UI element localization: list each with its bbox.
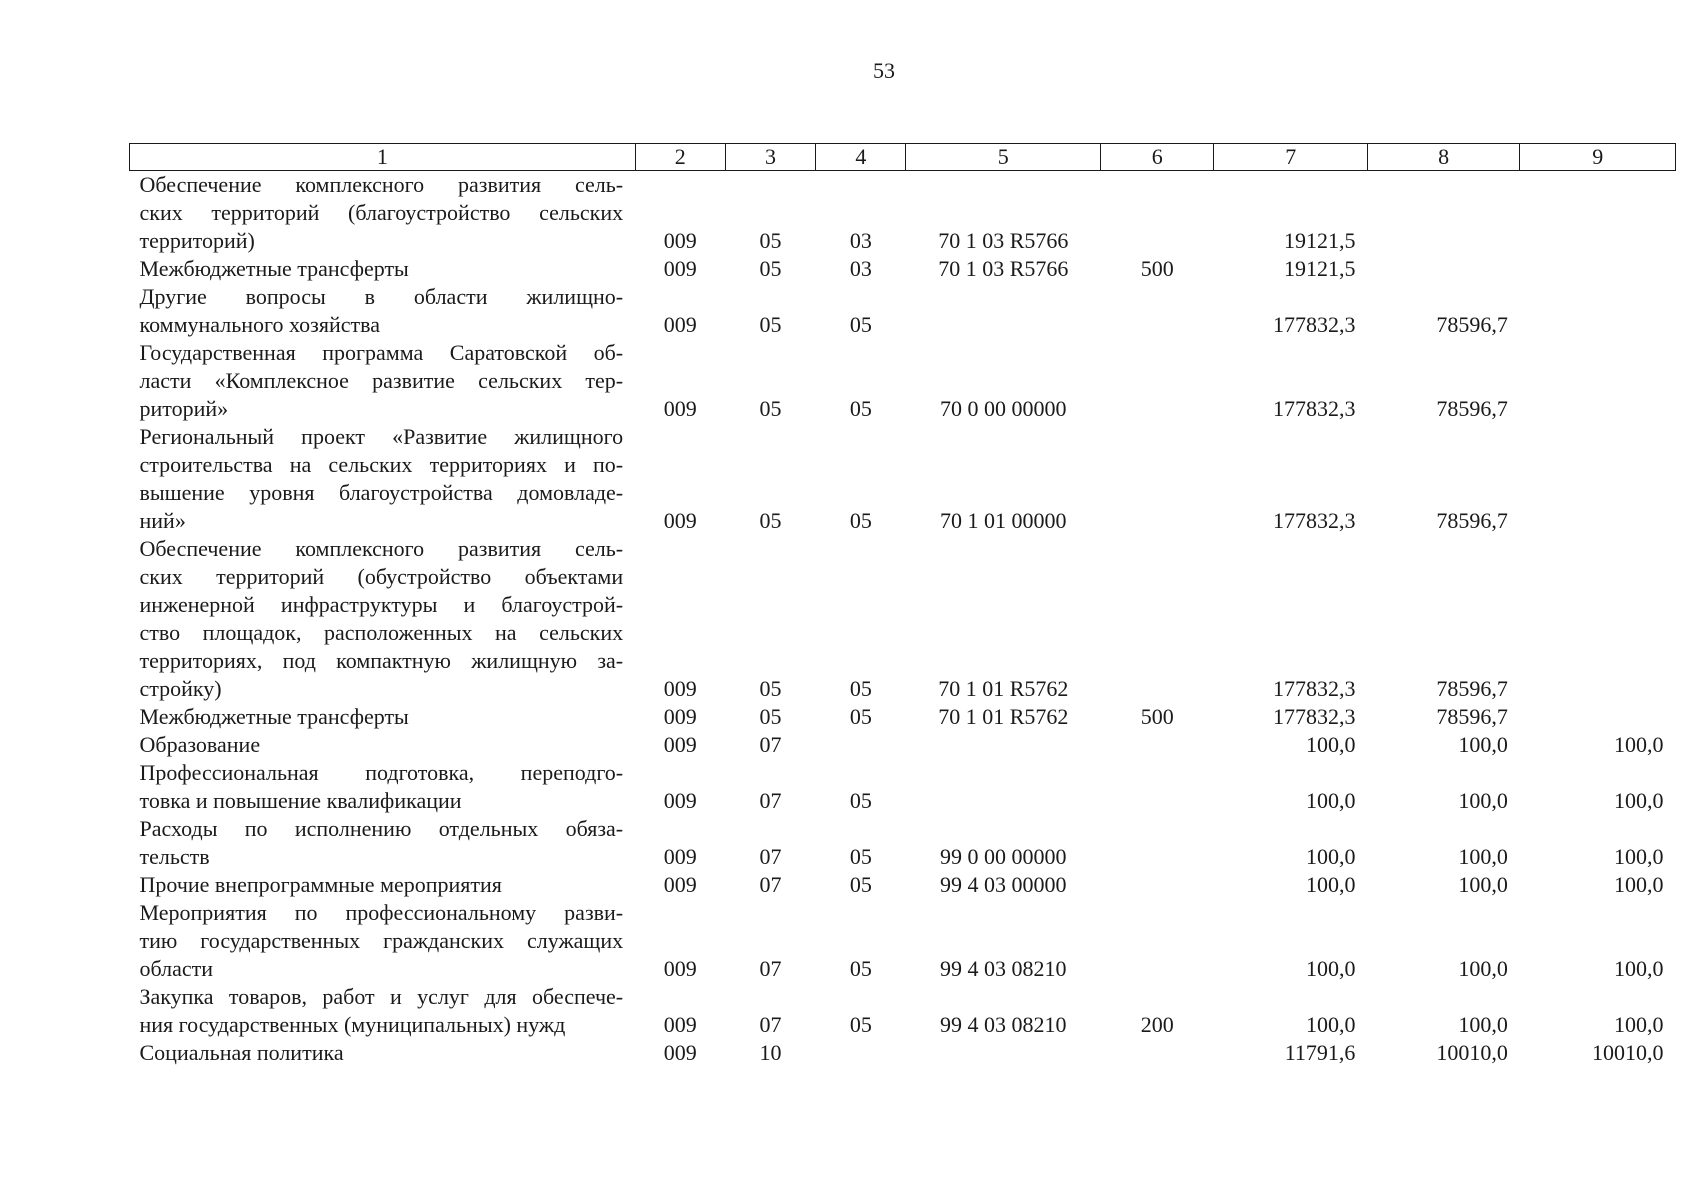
cell-expense-type: [1101, 871, 1214, 899]
cell-amount-col7: 100,0: [1305, 956, 1356, 981]
cell-expense-type: [1101, 899, 1214, 983]
header-row: [130, 144, 1676, 171]
cell-subsection: [816, 731, 906, 759]
cell-item-name: [130, 255, 636, 283]
cell-expense-type: [1101, 815, 1214, 871]
cell-amount-col8: 100,0: [1458, 1012, 1508, 1037]
cell-amount-col8: 100,0: [1458, 844, 1508, 869]
cell-item-name: [130, 815, 636, 871]
cell-amount-col9: [1520, 171, 1676, 256]
cell-subsection: 05: [849, 508, 872, 533]
cell-amount-col9: 10010,0: [1592, 1040, 1664, 1065]
cell-admin-code: 009: [663, 704, 697, 729]
cell-expense-type: 200: [1140, 1012, 1174, 1037]
cell-amount-col9: [1520, 703, 1676, 731]
cell-subsection: 05: [849, 788, 872, 813]
cell-target-article: 70 1 01 00000: [940, 508, 1067, 533]
item-name-line: Мероприятия по профессиональному разви-: [139, 900, 624, 925]
item-name-line: Обеспечение комплексного развития сель-: [139, 536, 624, 561]
cell-item-name: [130, 1039, 636, 1067]
cell-item-name: [130, 171, 636, 256]
cell-amount-col8: 100,0: [1458, 732, 1508, 757]
item-name-line: Другие вопросы в области жилищно-: [139, 284, 624, 309]
item-name-line: Региональный проект «Развитие жилищного: [139, 424, 624, 449]
item-name-line: Государственная программа Саратовской об-: [139, 340, 624, 365]
cell-admin-code: 009: [663, 956, 697, 981]
table-row: [130, 171, 1676, 256]
cell-section: 07: [759, 844, 782, 869]
cell-section: 05: [759, 704, 782, 729]
cell-section: 05: [759, 396, 782, 421]
cell-amount-col8: 78596,7: [1436, 676, 1508, 701]
cell-expense-type: [1101, 423, 1214, 535]
cell-item-name: [130, 731, 636, 759]
cell-target-article: [906, 731, 1101, 759]
table-row: [130, 283, 1676, 339]
cell-admin-code: 009: [663, 1012, 697, 1037]
cell-amount-col9: 100,0: [1614, 788, 1664, 813]
column-header: 2: [635, 144, 725, 171]
item-name-line: территорий): [139, 228, 255, 253]
cell-amount-col8: [1367, 171, 1519, 256]
item-name-line: ских территорий (обустройство объектами: [139, 564, 624, 589]
item-name-line: ство площадок, расположенных на сельских: [139, 620, 624, 645]
cell-item-name: [130, 899, 636, 983]
table-row: [130, 1039, 1676, 1067]
cell-target-article: 70 1 03 R5766: [938, 228, 1069, 253]
cell-admin-code: 009: [663, 844, 697, 869]
column-header: 5: [906, 144, 1101, 171]
cell-item-name: [130, 759, 636, 815]
item-name-line: ласти «Комплексное развитие сельских тер-: [139, 368, 624, 393]
cell-target-article: 99 0 00 00000: [940, 844, 1067, 869]
cell-subsection: 05: [849, 312, 872, 337]
cell-admin-code: 009: [663, 788, 697, 813]
cell-expense-type: [1101, 1039, 1214, 1067]
item-name-line: ния государственных (муниципальных) нужд: [139, 1012, 566, 1037]
cell-amount-col8: 100,0: [1458, 788, 1508, 813]
cell-subsection: 03: [849, 256, 872, 281]
item-name-line: ний»: [139, 508, 186, 533]
item-name-line: Закупка товаров, работ и услуг для обеспече-: [139, 984, 624, 1009]
cell-subsection: 05: [849, 676, 872, 701]
item-name-line: Расходы по исполнению отдельных обяза-: [139, 816, 624, 841]
cell-item-name: [130, 703, 636, 731]
cell-amount-col9: 100,0: [1614, 844, 1664, 869]
cell-section: 05: [759, 312, 782, 337]
cell-amount-col7: 11791,6: [1284, 1040, 1356, 1065]
cell-section: 07: [759, 788, 782, 813]
cell-target-article: 70 1 01 R5762: [938, 676, 1069, 701]
cell-amount-col9: [1520, 339, 1676, 423]
cell-admin-code: 009: [663, 396, 697, 421]
cell-amount-col7: 177832,3: [1272, 312, 1356, 337]
cell-target-article: 70 1 01 R5762: [938, 704, 1069, 729]
table-row: [130, 423, 1676, 535]
item-name-line: строительства на сельских территориях и по-: [139, 452, 624, 477]
cell-amount-col9: [1520, 283, 1676, 339]
cell-section: 05: [759, 676, 782, 701]
cell-amount-col9: [1520, 255, 1676, 283]
item-name-line: тию государственных гражданских служащих: [139, 928, 624, 953]
cell-amount-col7: 177832,3: [1272, 396, 1356, 421]
cell-item-name: [130, 423, 636, 535]
cell-section: 07: [759, 956, 782, 981]
cell-subsection: 05: [849, 844, 872, 869]
cell-target-article: 99 4 03 00000: [940, 872, 1067, 897]
cell-item-name: [130, 339, 636, 423]
table-body: [130, 171, 1676, 1068]
cell-amount-col7: 19121,5: [1283, 228, 1356, 253]
cell-amount-col7: 100,0: [1305, 1012, 1356, 1037]
cell-expense-type: [1101, 731, 1214, 759]
item-name-line: Профессиональная подготовка, переподго-: [139, 760, 624, 785]
column-header: 3: [725, 144, 815, 171]
cell-amount-col9: [1520, 423, 1676, 535]
column-header: 6: [1101, 144, 1214, 171]
column-header: 4: [816, 144, 906, 171]
cell-expense-type: [1101, 759, 1214, 815]
page-number: 53: [873, 58, 895, 83]
item-name-line: риторий»: [139, 396, 229, 421]
item-name-line: ских территорий (благоустройство сельских: [139, 200, 624, 225]
cell-amount-col8: 78596,7: [1436, 704, 1508, 729]
table-row: [130, 255, 1676, 283]
cell-admin-code: 009: [663, 1040, 697, 1065]
cell-expense-type: [1101, 535, 1214, 703]
item-name-line: области: [139, 956, 214, 981]
cell-section: 07: [759, 732, 782, 757]
cell-section: 07: [759, 872, 782, 897]
cell-expense-type: [1101, 283, 1214, 339]
table-row: [130, 983, 1676, 1039]
item-name-line: Социальная политика: [139, 1040, 344, 1065]
column-header: 8: [1367, 144, 1519, 171]
cell-section: 05: [759, 508, 782, 533]
cell-item-name: [130, 283, 636, 339]
cell-item-name: [130, 535, 636, 703]
cell-amount-col9: 100,0: [1614, 732, 1664, 757]
table-row: [130, 871, 1676, 899]
cell-item-name: [130, 983, 636, 1039]
item-name-line: тельств: [139, 844, 210, 869]
cell-item-name: [130, 871, 636, 899]
cell-section: 07: [759, 1012, 782, 1037]
cell-amount-col8: [1367, 255, 1519, 283]
item-name-line: Обеспечение комплексного развития сель-: [139, 172, 624, 197]
cell-admin-code: 009: [663, 872, 697, 897]
table-row: [130, 703, 1676, 731]
table-row: [130, 535, 1676, 703]
cell-amount-col7: 100,0: [1305, 732, 1356, 757]
cell-amount-col8: 78596,7: [1436, 396, 1508, 421]
cell-amount-col7: 100,0: [1305, 844, 1356, 869]
column-header: 9: [1520, 144, 1676, 171]
cell-section: 05: [759, 256, 782, 281]
cell-target-article: 99 4 03 08210: [940, 956, 1067, 981]
item-name-line: инженерной инфраструктуры и благоустрой-: [139, 592, 624, 617]
cell-amount-col7: 177832,3: [1272, 704, 1356, 729]
cell-target-article: 70 0 00 00000: [940, 396, 1067, 421]
cell-amount-col7: 100,0: [1305, 788, 1356, 813]
cell-subsection: 05: [849, 956, 872, 981]
item-name-line: Межбюджетные трансферты: [139, 256, 409, 281]
cell-subsection: 05: [849, 872, 872, 897]
cell-admin-code: 009: [663, 228, 697, 253]
cell-amount-col7: 19121,5: [1283, 256, 1356, 281]
cell-amount-col9: [1520, 535, 1676, 703]
cell-amount-col9: 100,0: [1614, 956, 1664, 981]
item-name-line: Межбюджетные трансферты: [139, 704, 409, 729]
cell-admin-code: 009: [663, 676, 697, 701]
item-name-line: стройку): [139, 676, 222, 701]
cell-target-article: [906, 283, 1101, 339]
cell-section: 05: [759, 228, 782, 253]
cell-amount-col9: 100,0: [1614, 872, 1664, 897]
table-row: [130, 731, 1676, 759]
cell-expense-type: 500: [1140, 256, 1174, 281]
cell-subsection: 05: [849, 396, 872, 421]
cell-expense-type: [1101, 339, 1214, 423]
column-header: 1: [130, 144, 636, 171]
table-row: [130, 815, 1676, 871]
cell-expense-type: [1101, 171, 1214, 256]
table-row: [130, 759, 1676, 815]
budget-table: [129, 143, 1676, 1067]
cell-amount-col8: 100,0: [1458, 956, 1508, 981]
table-header: [130, 144, 1676, 171]
cell-expense-type: 500: [1140, 704, 1174, 729]
table-row: [130, 899, 1676, 983]
table-row: [130, 339, 1676, 423]
cell-amount-col8: 78596,7: [1436, 312, 1508, 337]
cell-amount-col8: 10010,0: [1436, 1040, 1508, 1065]
cell-target-article: [906, 1039, 1101, 1067]
cell-subsection: 03: [849, 228, 872, 253]
cell-target-article: [906, 759, 1101, 815]
item-name-line: коммунального хозяйства: [139, 312, 380, 337]
item-name-line: Прочие внепрограммные мероприятия: [139, 872, 502, 897]
item-name-line: вышение уровня благоустройства домовладе-: [139, 480, 624, 505]
cell-amount-col8: 78596,7: [1436, 508, 1508, 533]
cell-target-article: 99 4 03 08210: [940, 1012, 1067, 1037]
cell-amount-col7: 177832,3: [1272, 676, 1356, 701]
cell-subsection: 05: [849, 704, 872, 729]
cell-admin-code: 009: [663, 312, 697, 337]
cell-subsection: 05: [849, 1012, 872, 1037]
cell-amount-col9: 100,0: [1614, 1012, 1664, 1037]
item-name-line: Образование: [139, 732, 261, 757]
cell-admin-code: 009: [663, 508, 697, 533]
column-header: 7: [1214, 144, 1367, 171]
cell-target-article: 70 1 03 R5766: [938, 256, 1069, 281]
item-name-line: территориях, под компактную жилищную за-: [139, 648, 624, 673]
cell-amount-col7: 177832,3: [1272, 508, 1356, 533]
item-name-line: товка и повышение квалификации: [139, 788, 462, 813]
cell-admin-code: 009: [663, 256, 697, 281]
cell-amount-col8: 100,0: [1458, 872, 1508, 897]
cell-admin-code: 009: [663, 732, 697, 757]
cell-amount-col7: 100,0: [1305, 872, 1356, 897]
cell-subsection: [816, 1039, 906, 1067]
cell-section: 10: [759, 1040, 782, 1065]
